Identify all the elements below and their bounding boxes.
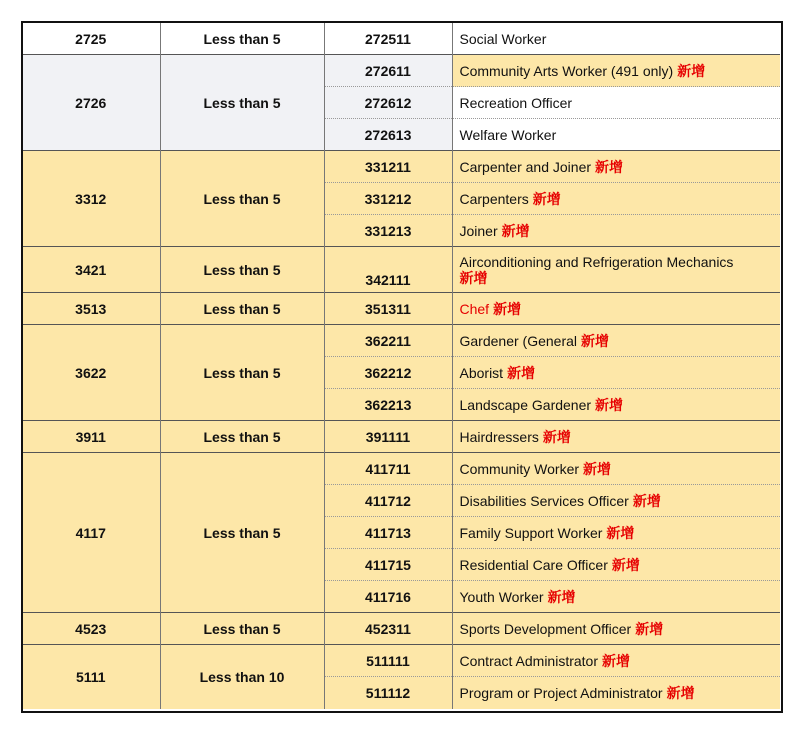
new-tag: 新增 xyxy=(632,492,661,509)
anzsco-code: 351311 xyxy=(324,293,452,325)
new-tag: 新增 xyxy=(547,588,576,605)
new-tag: 新增 xyxy=(581,332,610,349)
new-tag: 新增 xyxy=(542,428,571,445)
table-row xyxy=(22,613,780,645)
occupation-name: Contract Administrator xyxy=(459,652,598,669)
new-tag: 新增 xyxy=(606,524,635,541)
invitation-count: Less than 5 xyxy=(160,613,324,645)
occupation-cell xyxy=(452,357,780,389)
anzsco-code: 272612 xyxy=(324,87,452,119)
anzsco-code: 362212 xyxy=(324,357,452,389)
anzsco-code: 411711 xyxy=(324,453,452,485)
anzsco-code: 331211 xyxy=(324,151,452,183)
table-row xyxy=(22,55,780,87)
invitation-count: Less than 5 xyxy=(160,453,324,613)
occupation-cell xyxy=(452,677,780,709)
occupation-cell xyxy=(452,581,780,613)
invitation-count: Less than 5 xyxy=(160,421,324,453)
new-tag: 新增 xyxy=(666,684,695,701)
new-tag: 新增 xyxy=(635,620,664,637)
anzsco-code: 272611 xyxy=(324,55,452,87)
table-row xyxy=(22,23,780,55)
occupation-cell xyxy=(452,325,780,357)
invitation-count: Less than 5 xyxy=(160,293,324,325)
table-row xyxy=(22,645,780,677)
occupation-name: Hairdressers xyxy=(459,428,539,445)
anzsco-code: 342111 xyxy=(324,247,452,293)
occupation-name: Community Worker xyxy=(459,460,580,477)
table-row xyxy=(22,325,780,357)
new-tag: 新增 xyxy=(507,364,536,381)
new-tag: 新增 xyxy=(532,190,561,207)
occupation-cell xyxy=(452,645,780,677)
occupation-name: Recreation Officer xyxy=(459,94,573,111)
unit-group-code: 3312 xyxy=(22,151,160,247)
new-tag: 新增 xyxy=(595,158,624,175)
unit-group-code: 3421 xyxy=(22,247,160,293)
anzsco-code: 272613 xyxy=(324,119,452,151)
occupation-name: Sports Development Officer xyxy=(459,620,632,637)
anzsco-code: 411713 xyxy=(324,517,452,549)
occupation-name: Program or Project Administrator xyxy=(459,684,663,701)
unit-group-code: 2726 xyxy=(22,55,160,151)
invitation-count: Less than 5 xyxy=(160,23,324,55)
occupation-cell xyxy=(452,183,780,215)
anzsco-code: 511111 xyxy=(324,645,452,677)
occupation-name: Gardener (General xyxy=(459,332,578,349)
invitation-count: Less than 5 xyxy=(160,247,324,293)
anzsco-code: 411715 xyxy=(324,549,452,581)
unit-group-code: 4117 xyxy=(22,453,160,613)
occupation-table xyxy=(22,22,780,709)
unit-group-code: 4523 xyxy=(22,613,160,645)
table-row xyxy=(22,293,780,325)
anzsco-code: 331212 xyxy=(324,183,452,215)
unit-group-code: 5111 xyxy=(22,645,160,709)
anzsco-code: 511112 xyxy=(324,677,452,709)
occupation-name: Carpenters xyxy=(459,190,529,207)
occupation-name: Welfare Worker xyxy=(459,126,557,143)
occupation-cell xyxy=(452,87,780,119)
occupation-cell xyxy=(452,247,780,293)
table-row xyxy=(22,453,780,485)
invitation-count: Less than 5 xyxy=(160,55,324,151)
table-row xyxy=(22,421,780,453)
anzsco-code: 452311 xyxy=(324,613,452,645)
occupation-name: Social Worker xyxy=(459,30,547,47)
occupation-name: Residential Care Officer xyxy=(459,556,608,573)
invitation-count: Less than 5 xyxy=(160,325,324,421)
occupation-cell xyxy=(452,549,780,581)
new-tag: 新增 xyxy=(611,556,640,573)
occupation-cell xyxy=(452,453,780,485)
new-tag: 新增 xyxy=(493,300,522,317)
invitation-count: Less than 10 xyxy=(160,645,324,709)
new-tag: 新增 xyxy=(602,652,630,669)
anzsco-code: 391111 xyxy=(324,421,452,453)
anzsco-code: 331213 xyxy=(324,215,452,247)
table-row xyxy=(22,247,780,293)
new-tag: 新增 xyxy=(459,269,488,286)
occupation-cell xyxy=(452,485,780,517)
occupation-cell xyxy=(452,421,780,453)
occupation-name: Landscape Gardener xyxy=(459,396,592,413)
occupation-name: Airconditioning and Refrigeration Mechanics xyxy=(459,253,734,270)
new-tag: 新增 xyxy=(501,222,530,239)
unit-group-code: 2725 xyxy=(22,23,160,55)
occupation-name: Aborist xyxy=(459,364,504,381)
unit-group-code: 3911 xyxy=(22,421,160,453)
anzsco-code: 362213 xyxy=(324,389,452,421)
occupation-cell xyxy=(452,517,780,549)
occupation-name: Chef xyxy=(459,300,490,317)
occupation-cell xyxy=(452,23,780,55)
occupation-name: Carpenter and Joiner xyxy=(459,158,592,175)
occupation-name: Joiner xyxy=(459,222,498,239)
occupation-cell xyxy=(452,613,780,645)
occupation-name: Family Support Worker xyxy=(459,524,603,541)
anzsco-code: 272511 xyxy=(324,23,452,55)
invitation-count: Less than 5 xyxy=(160,151,324,247)
occupation-cell xyxy=(452,55,780,87)
table-row xyxy=(22,151,780,183)
anzsco-code: 411716 xyxy=(324,581,452,613)
new-tag: 新增 xyxy=(677,62,706,79)
occupation-name: Community Arts Worker (491 only) xyxy=(459,62,674,79)
occupation-name: Disabilities Services Officer xyxy=(459,492,629,509)
anzsco-code: 362211 xyxy=(324,325,452,357)
occupation-name: Youth Worker xyxy=(459,588,544,605)
new-tag: 新增 xyxy=(583,460,612,477)
occupation-cell xyxy=(452,151,780,183)
unit-group-code: 3513 xyxy=(22,293,160,325)
occupation-cell xyxy=(452,389,780,421)
occupation-cell xyxy=(452,215,780,247)
anzsco-code: 411712 xyxy=(324,485,452,517)
new-tag: 新增 xyxy=(595,396,624,413)
occupation-cell xyxy=(452,293,780,325)
occupation-cell xyxy=(452,119,780,151)
unit-group-code: 3622 xyxy=(22,325,160,421)
